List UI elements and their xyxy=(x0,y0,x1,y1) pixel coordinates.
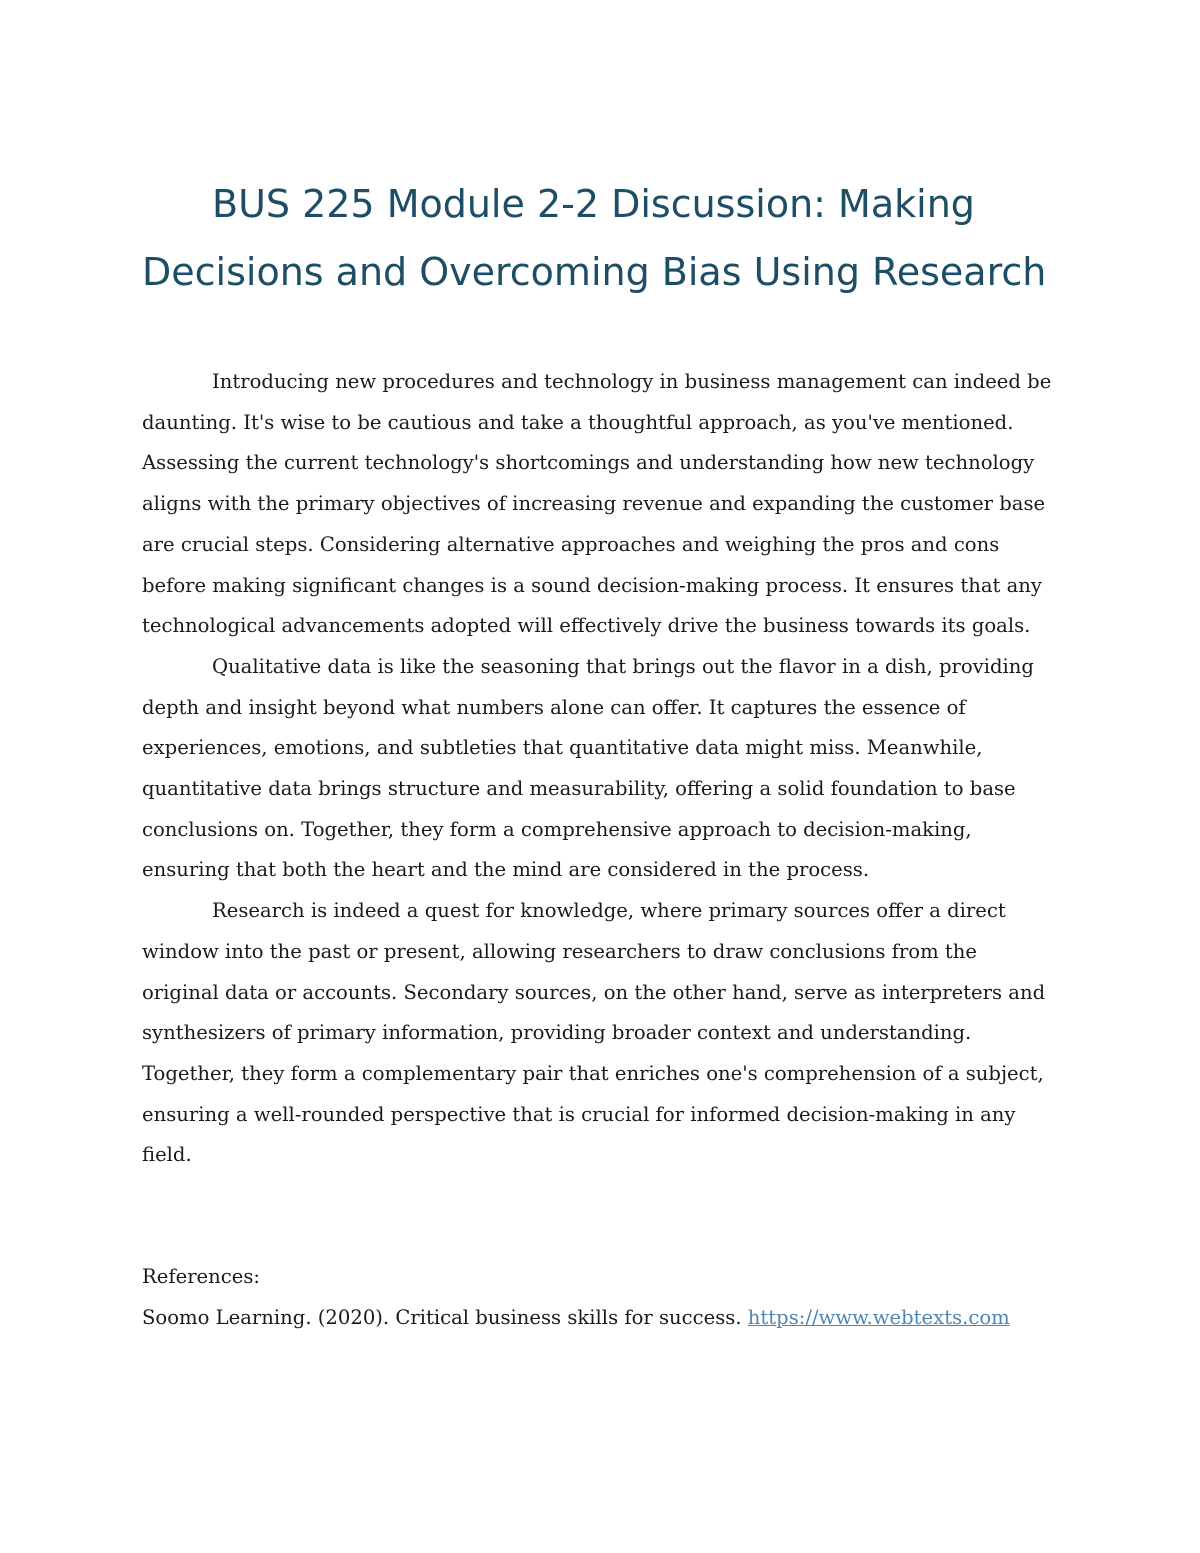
reference-citation: Soomo Learning. (2020). Critical business skills for success. xyxy=(142,1305,748,1329)
paragraph-qualitative-data: Qualitative data is like the seasoning that brings out the flavor in a dish, providing depth and insight beyond what numbers alone can offer. It captures the essence of experiences, emotions, and subtleties that quantitative data might miss. Meanwhile, quantitative data brings structure and measurability, offering a solid foundation to base conclusions on. Together, they form a comprehensive approach to decision-making, ensuring that both the heart and the mind are considered in the process. xyxy=(142,654,1034,882)
references-section xyxy=(142,1257,1060,1338)
paragraph-technology: Introducing new procedures and technology in business management can indeed be daunting. It's wise to be cautious and take a thoughtful approach, as you've mentioned. Assessing the current technology's shortcomings and understanding how new technology aligns with the primary objectives of increasing revenue and expanding the customer base are crucial steps. Considering alternative approaches and weighing the pros and cons before making significant changes is a sound decision-making process. It ensures that any technological advancements adopted will effectively drive the business towards its goals. xyxy=(142,370,1052,638)
reference-entry xyxy=(142,1298,1060,1339)
paragraph-research: Research is indeed a quest for knowledge, where primary sources offer a direct window into the past or present, allowing researchers to draw conclusions from the original data or accounts. Secondary sources, on the other hand, serve as interpreters and synthesizers of primary information, providing broader context and understanding. Together, they form a complementary pair that enriches one's comprehension of a subject, ensuring a well-rounded perspective that is crucial for informed decision-making in any field. xyxy=(142,899,1046,1167)
document-body xyxy=(142,362,1060,1176)
document-content xyxy=(142,170,1060,1338)
document-title: BUS 225 Module 2-2 Discussion: Making Decisions and Overcoming Bias Using Research xyxy=(142,182,1047,294)
references-heading: References: xyxy=(142,1265,261,1289)
reference-link[interactable]: https://www.webtexts.com xyxy=(747,1305,1010,1329)
